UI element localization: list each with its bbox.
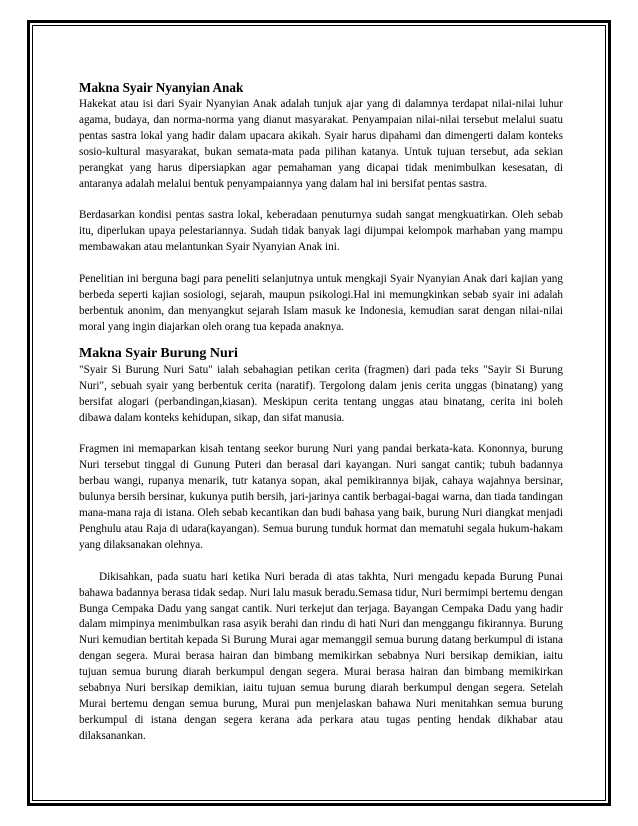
paragraph: Penelitian ini berguna bagi para peneliti selanjutnya untuk mengkaji Syair Nyanyian Anak dari kajian yang berbeda seperti kajian sosiologi, sejarah, maupun psikologi.Hal ini memungkinkan sebab syair ini adalah berbentuk anonim, dan menyangkut sejarah Islam masuk ke Indonesia, kemudian sarat dengan nilai-nilai moral yang ingin diajarkan oleh orang tua kepada anaknya.	[79, 273, 563, 333]
paragraph: Dikisahkan, pada suatu hari ketika Nuri berada di atas takhta, Nuri mengadu kepada Burung Punai bahawa badannya berasa tidak sedap. Nuri lalu masuk beradu.Semasa tidur, Nuri bermimpi bertemu dengan Bunga Cempaka Dadu yang sangat cantik. Nuri terkejut dan terjaga. Bayangan Cempaka Dadu yang hadir dalam mimpinya menimbulkan rasa asyik berahi dan rindu di hati Nuri dan menggangu fikirannya. Burung Nuri kemudian bertitah kepada Si Burung Murai agar memanggil semua burung datang berkumpul di istana dengan segera. Murai berasa hairan dan bimbang memikirkan sebabnya Nuri bersikap demikian, iaitu tujuan semua burung diarah berkumpul dengan segera. Murai berasa hairan dan bimbang memikirkan sebabnya Nuri bersikap demikian, iaitu tujuan semua burung diarah berkumpul dengan segera. Setelah Murai bertemu dengan semua burung, Murai pun menjelaskan bahawa Nuri menitahkan semua burung berkumpul di istana dengan segera kerana ada perkara atau tugas penting hendak dikhabar atau dilaksanankan.	[79, 570, 563, 742]
document-body	[79, 80, 563, 745]
section-makna-syair-burung-nuri	[79, 346, 563, 745]
section-makna-syair-nyanyian-anak	[79, 80, 563, 336]
paragraph: Hakekat atau isi dari Syair Nyanyian Anak adalah tunjuk ajar yang di dalamnya terdapat nilai-nilai luhur agama, budaya, dan norma-norma yang dianut masyarakat. Penyampaian nilai-nilai tersebut melalui suatu pentas sastra lokal yang hadir dalam upacara akikah. Syair harus dipahami dan dimengerti dalam konteks sosio-kultural masyarakat, bukan semata-mata pada pilihan katanya. Untuk tujuan tersebut, ada sekian perangkat yang harus dipersiapkan agar pemahaman yang dicapai tidak menimbulkan kesesatan, di antaranya adalah melalui bentuk penyampaiannya yang dalam hal ini bersifat pentas sastra.	[79, 98, 563, 190]
section-heading: Makna Syair Burung Nuri	[79, 345, 238, 361]
paragraph: Fragmen ini memaparkan kisah tentang seekor burung Nuri yang pandai berkata-kata. Kononnya, burung Nuri tersebut tinggal di Gunung Puteri dan berasal dari kayangan. Nuri sangat cantik; tubuh badannya berbau wangi, rupanya menarik, tutr katanya sopan, akal pemikirannya bijak, cahaya wajahnya bersinar, bulunya bersih bersinar, kukunya putih bersih, jari-jarinya cantik berbagai-bagai warna, dan tiada tandingan mana-mana raja di istana. Oleh sebab kecantikan dan budi bahasa yang baik, burung Nuri diangkat menjadi Penghulu atau Raja di udara(kayangan). Semua burung tunduk hormat dan mematuhi segala hukum-hakam yang dilaksanakan olehnya.	[79, 443, 563, 551]
paragraph: "Syair Si Burung Nuri Satu" ialah sebahagian petikan cerita (fragmen) dari pada teks "Sayir Si Burung Nuri", sebuah syair yang berbentuk cerita (naratif). Tergolong dalam jenis cerita unggas (binatang) yang bersifat alogari (perbandingan,kiasan). Meskipun cerita tentang unggas atau binatang, cerita ini boleh dibawa dalam konteks kehidupan, sikap, dan sifat manusia.	[79, 363, 563, 424]
paragraph: Berdasarkan kondisi pentas sastra lokal, keberadaan penuturnya sudah sangat mengkuatirkan. Oleh sebab itu, diperlukan upaya pelestariannya. Sudah tidak banyak lagi dijumpai kelompok marhaban yang mampu membawakan atau melantunkan Syair Nyanyian Anak ini.	[79, 209, 563, 254]
section-heading: Makna Syair Nyanyian Anak	[79, 80, 244, 95]
